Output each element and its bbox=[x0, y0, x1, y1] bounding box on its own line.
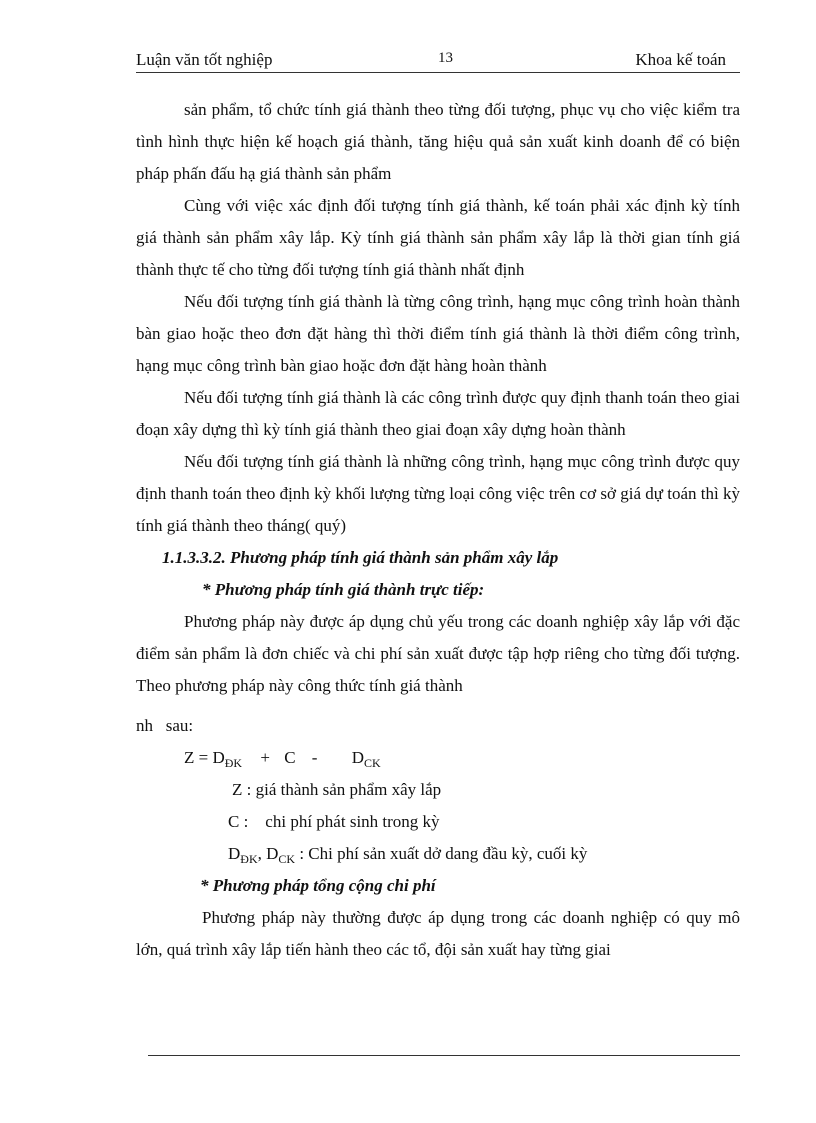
paragraph-3: Nếu đối tượng tính giá thành là từng công trình, hạng mục công trình hoàn thành bàn giao hoặc theo đơn đặt hàng thì thời điểm tính giá thành là thời điểm công trình, hạng mục công trình bàn giao hoặc đơn đặt hàng hoàn thành bbox=[136, 292, 740, 375]
paragraph-4: Nếu đối tượng tính giá thành là các công trình được quy định thanh toán theo giai đoạn xây dựng thì kỳ tính giá thành theo giai đoạn xây dựng hoàn thành bbox=[136, 388, 740, 439]
paragraph-6: Phương pháp này được áp dụng chủ yếu trong các doanh nghiệp xây lắp với đặc điểm sản phẩm là đơn chiếc và chi phí sản xuất được tập hợp riêng cho từng đối tượng. Theo phương pháp này công thức tính giá thành bbox=[136, 612, 740, 695]
formula-plus: + bbox=[260, 748, 270, 767]
definition-z: Z : giá thành sản phẩm xây lắp bbox=[232, 780, 442, 799]
definition-d-letter: D bbox=[228, 844, 241, 863]
formula-sub-ck: CK bbox=[363, 756, 381, 770]
definition-d-sep: , D bbox=[257, 844, 279, 863]
header-department: Khoa kế toán bbox=[635, 50, 726, 69]
definition-d-sub-ck: CK bbox=[278, 852, 296, 866]
formula-c: C bbox=[284, 748, 296, 767]
definition-d-sub-dk: ĐK bbox=[240, 852, 258, 866]
subheading-direct-method: * Phương pháp tính giá thành trực tiếp: bbox=[202, 580, 485, 599]
formula-minus: - bbox=[311, 748, 318, 767]
paragraph-5: Nếu đối tượng tính giá thành là những công trình, hạng mục công trình được quy định thanh toán theo định kỳ khối lượng từng loại công việc trên cơ sở giá dự toán thì kỳ tính giá thành theo tháng( quý) bbox=[136, 452, 740, 535]
definition-d-text: : Chi phí sản xuất dở dang đầu kỳ, cuối kỳ bbox=[295, 844, 588, 863]
header-thesis-title: Luận văn tốt nghiệp bbox=[136, 50, 273, 69]
definition-c: C : chi phí phát sinh trong kỳ bbox=[228, 812, 440, 831]
paragraph-2: Cùng với việc xác định đối tượng tính giá thành, kế toán phải xác định kỳ tính giá thành sản phẩm xây lắp. Kỳ tính giá thành sản phẩm xây lắp là thời gian tính giá thành thực tế cho từng đối tượng tính giá thành nhất định bbox=[136, 196, 740, 279]
formula-sub-dk: ĐK bbox=[224, 756, 243, 770]
page-body bbox=[136, 94, 740, 966]
paragraph-1: sản phẩm, tổ chức tính giá thành theo từng đối tượng, phục vụ cho việc kiểm tra tình hình thực hiện kế hoạch giá thành, tăng hiệu quả sản xuất kinh doanh để có biện pháp phấn đấu hạ giá thành sản phẩm bbox=[136, 100, 740, 183]
formula-lhs: Z = D bbox=[184, 748, 225, 767]
definition-d bbox=[136, 838, 740, 870]
page-header bbox=[136, 50, 740, 73]
footer-rule bbox=[148, 1055, 740, 1056]
subheading-total-cost-method: * Phương pháp tổng cộng chi phí bbox=[200, 876, 436, 895]
section-heading: 1.1.3.3.2. Phương pháp tính giá thành sản phẩm xây lắp bbox=[162, 548, 559, 567]
paragraph-7: Phương pháp này thường được áp dụng trong các doanh nghiệp có quy mô lớn, quá trình xây lắp tiến hành theo các tổ, đội sản xuất hay từng giai bbox=[136, 908, 740, 959]
cost-formula bbox=[136, 742, 740, 774]
paragraph-6-tail: nh sau: bbox=[136, 716, 194, 735]
page-number: 13 bbox=[438, 50, 453, 66]
formula-d: D bbox=[351, 748, 364, 767]
